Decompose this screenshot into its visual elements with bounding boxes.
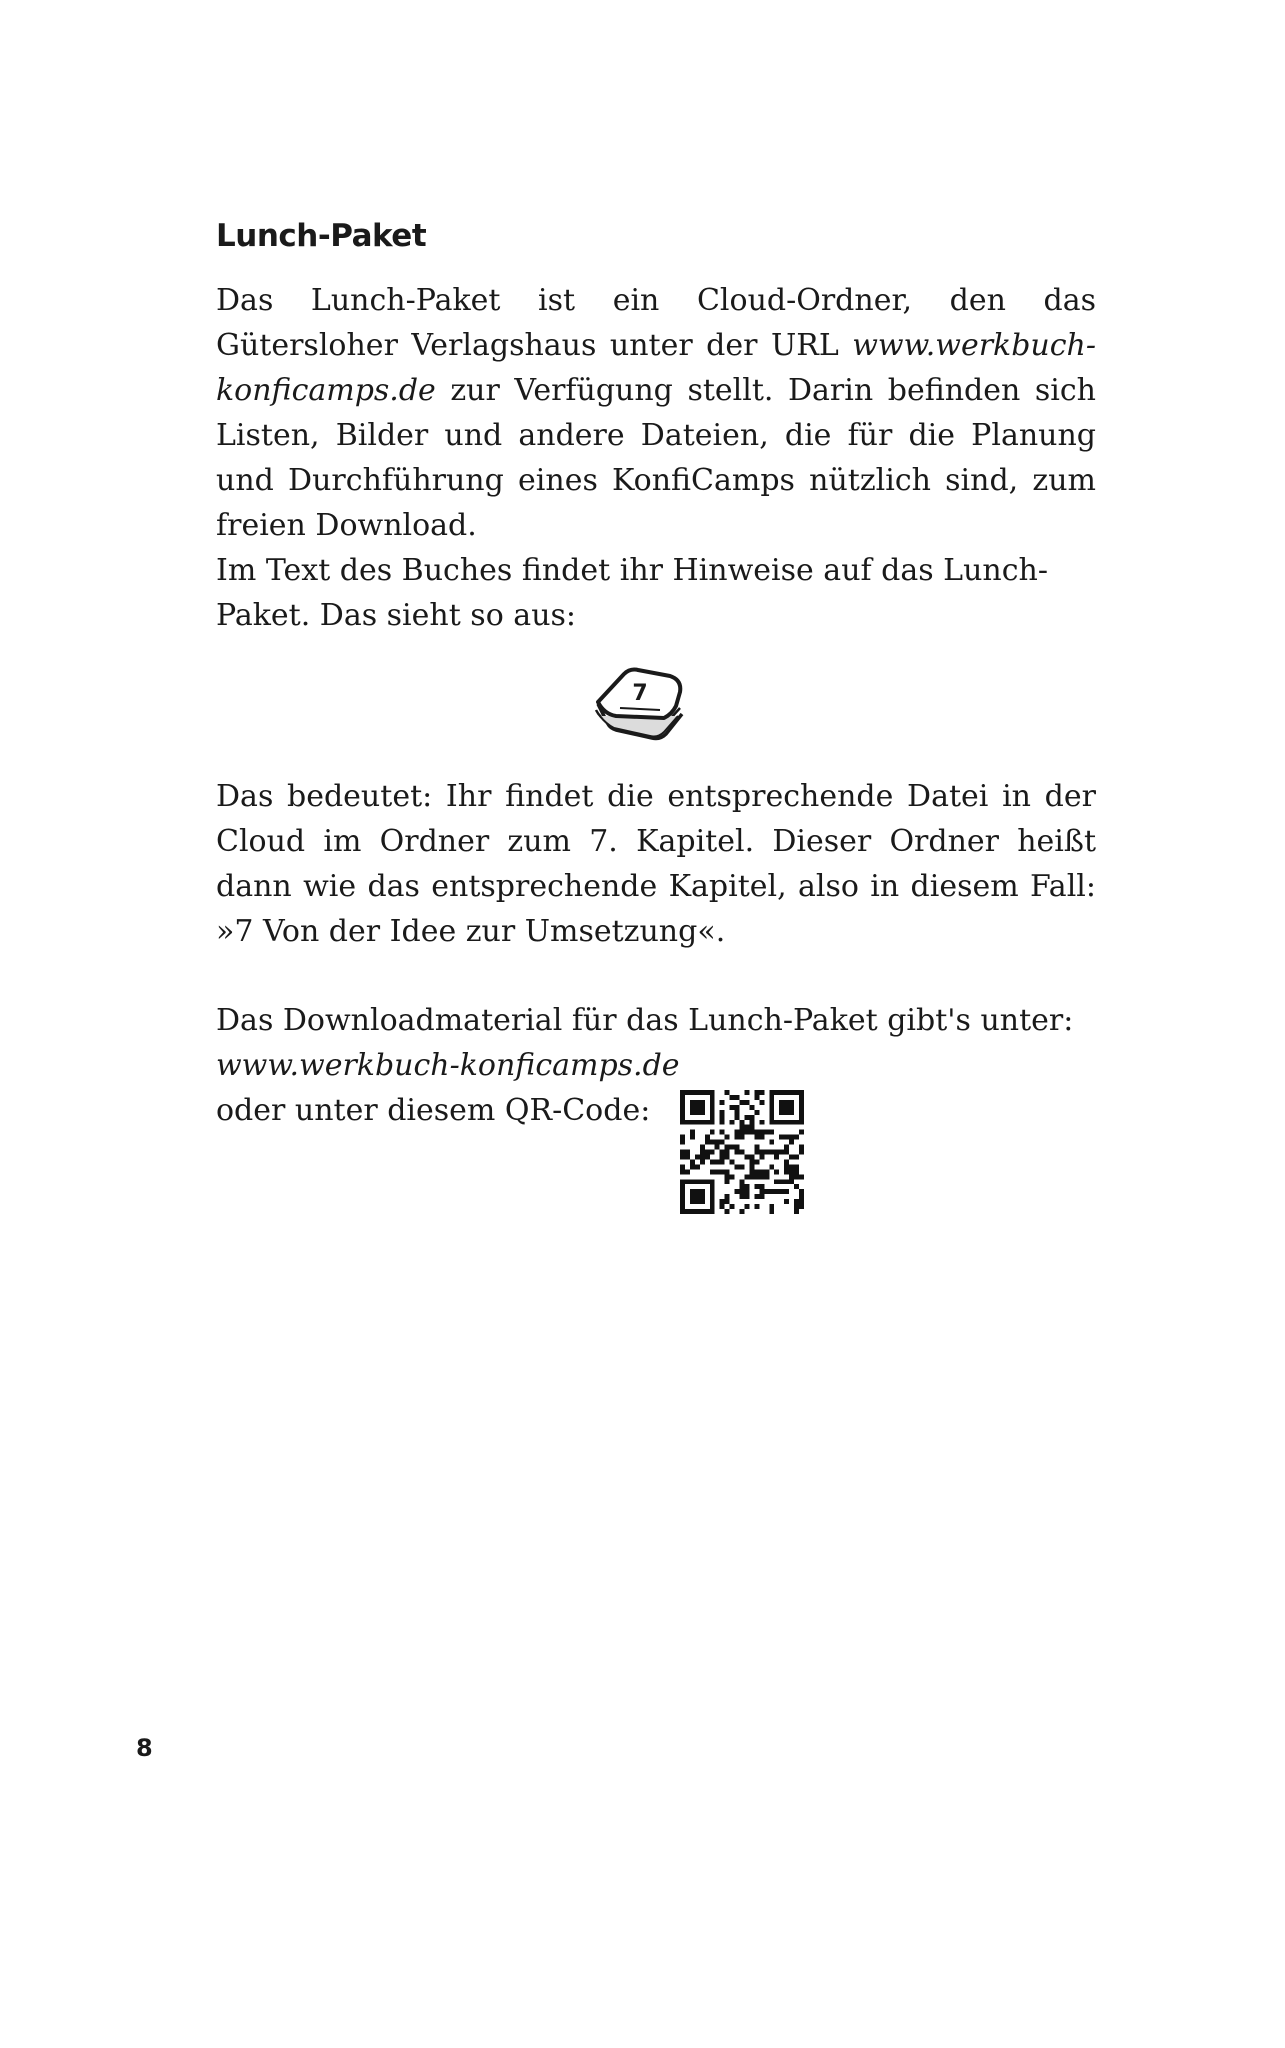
download-intro: Das Downloadmaterial für das Lunch-Paket gibt's unter: — [216, 1003, 1074, 1038]
qr-code-image[interactable] — [680, 1090, 804, 1214]
sandwich-icon-number: 7 — [632, 681, 648, 706]
explanation-paragraph: Das bedeutet: Ihr findet die entsprechende Datei in der Cloud im Ordner zum 7. Kapitel. Dieser Ordner heißt dann wie das entsprechende Kapitel, also in diesem Fall: »7 Von der Idee zur Umsetzung«. — [216, 779, 1096, 949]
qr-code-caption: oder unter diesem QR-Code: — [216, 1093, 651, 1128]
intro-url: www.werkbuch-konficamps.de — [216, 328, 1096, 408]
download-url[interactable]: www.werkbuch-konficamps.de — [216, 1048, 680, 1083]
page-number: 8 — [136, 1734, 153, 1762]
section-heading: Lunch-Paket — [216, 218, 427, 254]
intro-text-before-url: Das Lunch-Paket ist ein Cloud-Ordner, den das Gütersloher Verlagshaus unter der URL — [216, 283, 1096, 363]
intro-paragraph — [216, 278, 1096, 548]
hint-paragraph: Im Text des Buches findet ihr Hinweise auf das Lunch-Paket. Das sieht so aus: — [216, 553, 1049, 633]
intro-text-after-url: zur Verfügung stellt. Darin befinden sich Listen, Bilder und andere Dateien, die für die Planung und Durchführung eines KonfiCamps nützlich sind, zum freien Download. — [216, 373, 1096, 543]
sandwich-icon — [590, 662, 690, 744]
